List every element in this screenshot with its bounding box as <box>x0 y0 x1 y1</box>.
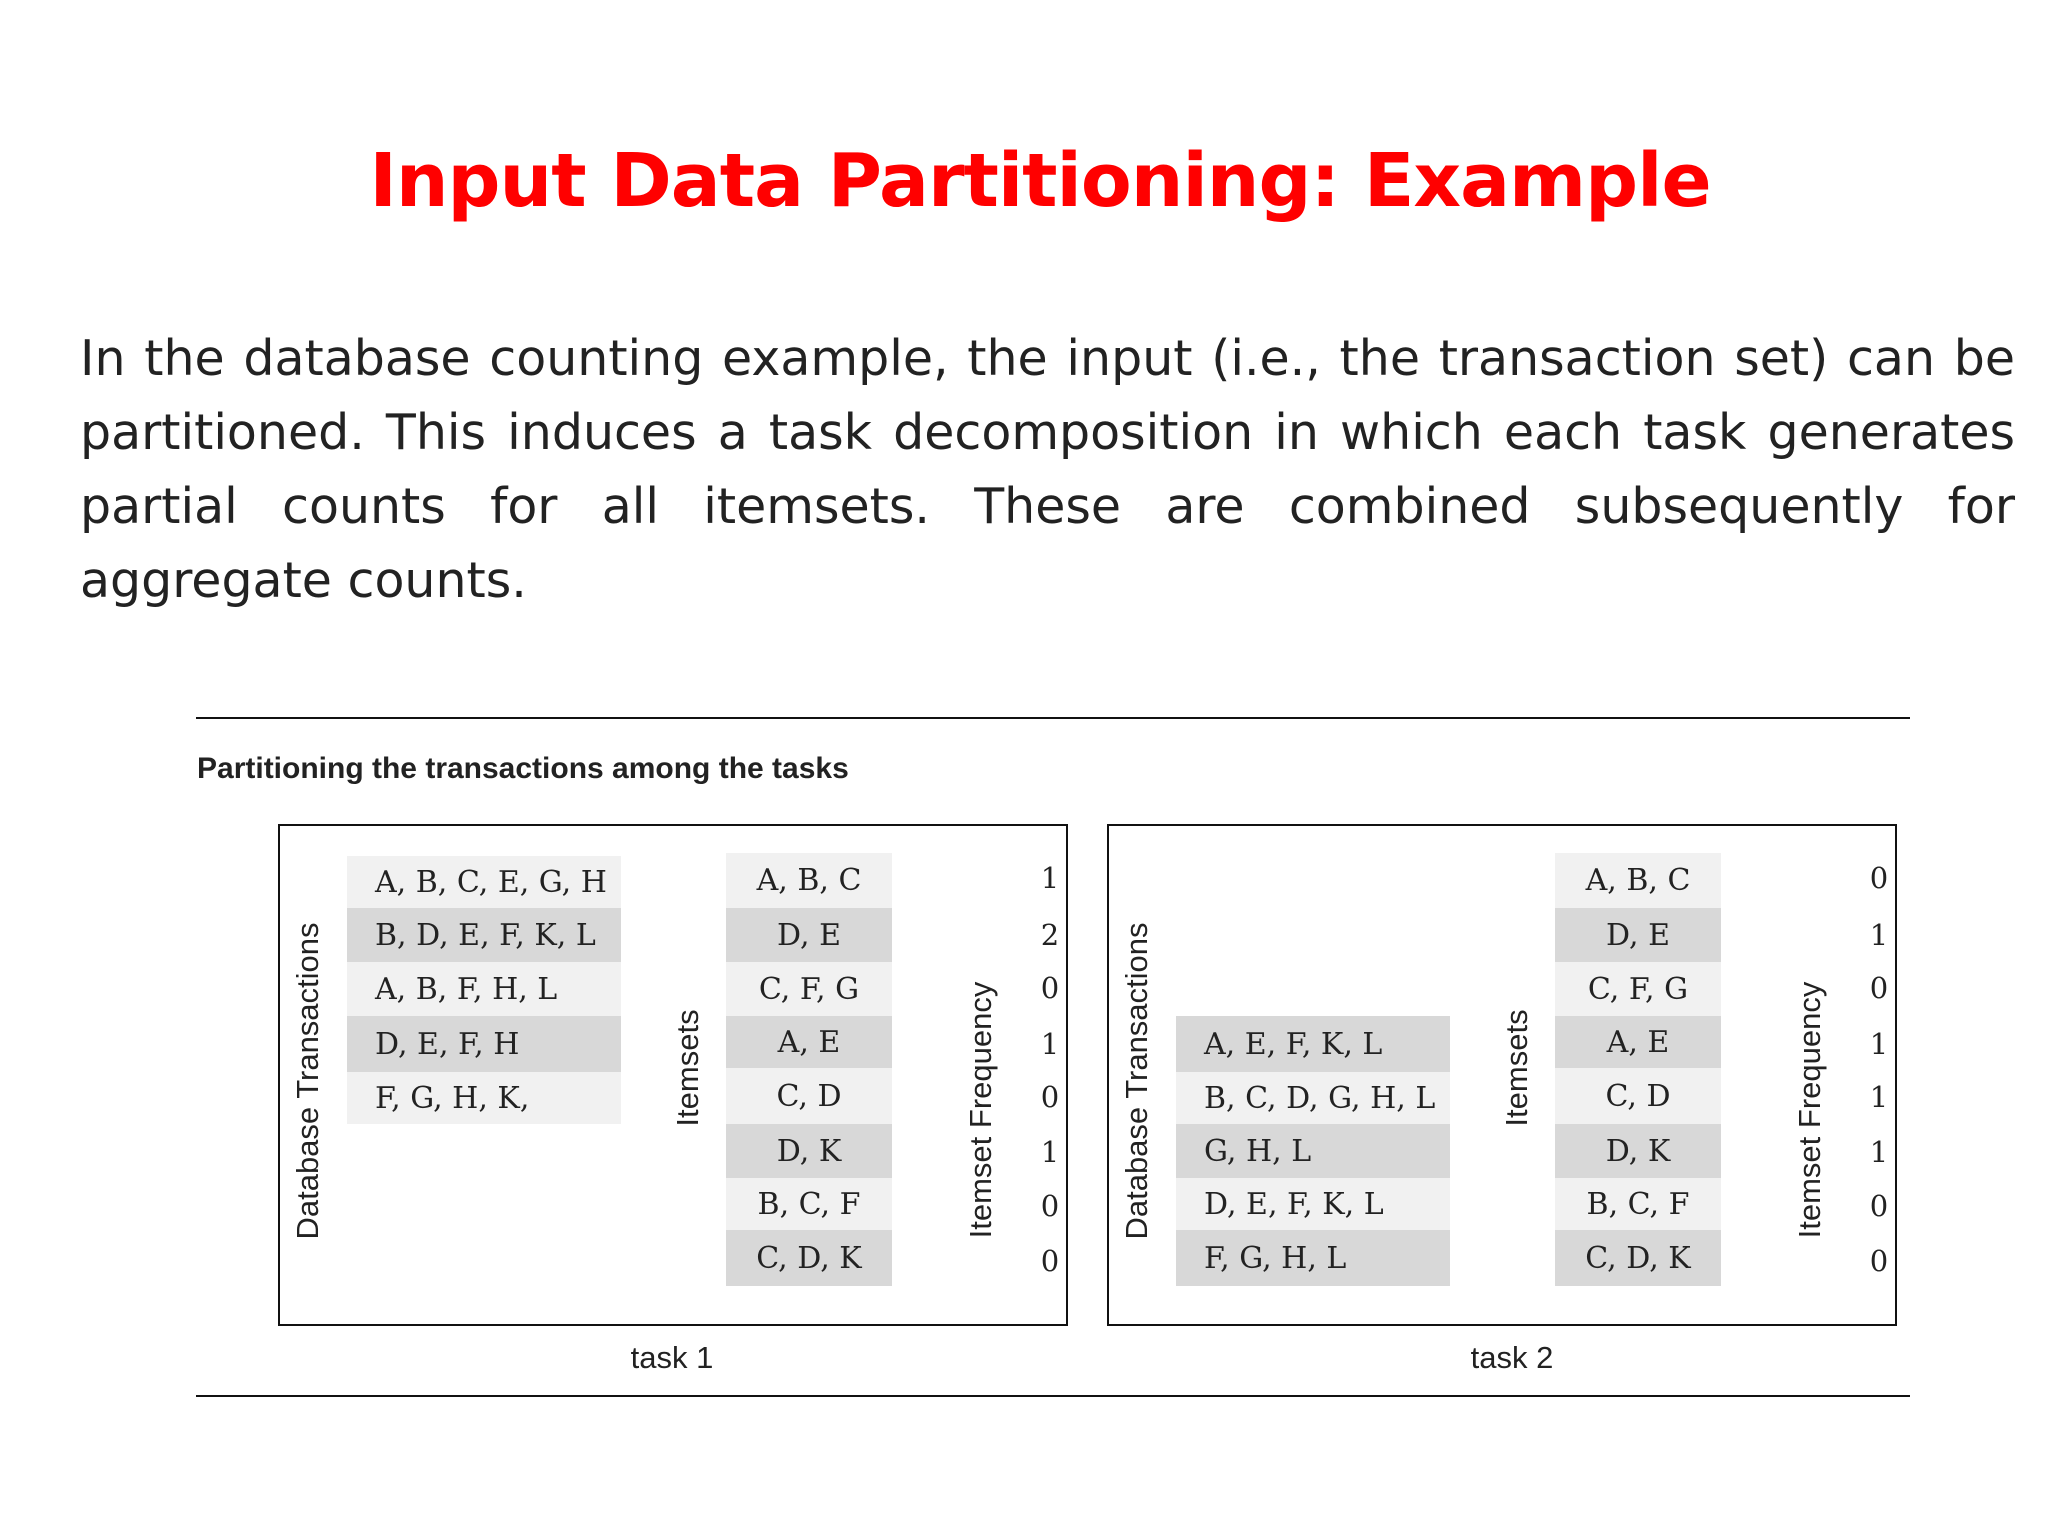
top-rule <box>196 717 1910 719</box>
task1-itemset-cell: D, E <box>726 908 892 962</box>
task2-transaction-row: G, H, L <box>1176 1124 1450 1178</box>
task1-frequency-axis-label: Itemset Frequency <box>963 981 998 1239</box>
task2-itemset-cell: D, K <box>1555 1124 1721 1178</box>
task2-frequency-value: 0 <box>1869 1189 1889 1223</box>
task2-transaction-row: A, E, F, K, L <box>1176 1016 1450 1072</box>
task1-frequency-value: 2 <box>1040 918 1060 952</box>
task1-frequency-value: 0 <box>1040 1244 1060 1278</box>
task1-itemset-cell: A, B, C <box>726 853 892 908</box>
task1-transaction-row: B, D, E, F, K, L <box>347 908 621 962</box>
task2-frequency-value: 1 <box>1869 918 1889 952</box>
task2-itemset-cell: A, E <box>1555 1016 1721 1068</box>
task2-frequency-value: 0 <box>1869 971 1889 1005</box>
task2-transaction-row: F, G, H, L <box>1176 1230 1450 1286</box>
task2-frequency-value: 0 <box>1869 1244 1889 1278</box>
task1-itemset-cell: A, E <box>726 1016 892 1068</box>
task1-frequency-value: 1 <box>1040 1135 1060 1169</box>
slide-body-text: In the database counting example, the input (i.e., the transaction set) can be partitioned. This induces a task decomposition in which each task generates partial counts for all itemsets. These are combined subsequently for aggregate counts. <box>80 330 2015 609</box>
task2-panel <box>1107 824 1897 1326</box>
task2-transaction-row: B, C, D, G, H, L <box>1176 1072 1450 1124</box>
task2-itemset-cell: C, D <box>1555 1068 1721 1124</box>
task2-transaction-row: D, E, F, K, L <box>1176 1178 1450 1230</box>
task2-itemset-cell: D, E <box>1555 908 1721 962</box>
task1-itemset-cell: D, K <box>726 1124 892 1178</box>
task2-frequency-value: 1 <box>1869 1135 1889 1169</box>
task2-frequency-value: 0 <box>1869 861 1889 895</box>
task2-itemset-cell: A, B, C <box>1555 853 1721 908</box>
task1-label: task 1 <box>630 1340 714 1375</box>
task1-itemset-cell: C, D <box>726 1068 892 1124</box>
task1-frequency-value: 1 <box>1040 861 1060 895</box>
task1-frequency-value: 0 <box>1040 971 1060 1005</box>
task1-transaction-row: A, B, F, H, L <box>347 962 621 1016</box>
task2-frequency-axis-label: Itemset Frequency <box>1792 981 1827 1239</box>
task1-itemsets-axis-label: Itemsets <box>670 1009 705 1127</box>
task1-itemset-cell: B, C, F <box>726 1178 892 1230</box>
task2-frequency-value: 1 <box>1869 1080 1889 1114</box>
task1-frequency-value: 0 <box>1040 1080 1060 1114</box>
task2-transactions-axis-label: Database Transactions <box>1119 922 1154 1240</box>
bottom-rule <box>196 1395 1910 1397</box>
task1-transaction-row: A, B, C, E, G, H <box>347 856 621 908</box>
task1-itemset-cell: C, D, K <box>726 1230 892 1286</box>
task2-frequency-value: 1 <box>1869 1027 1889 1061</box>
task1-transactions-axis-label: Database Transactions <box>290 922 325 1240</box>
figure-caption: Partitioning the transactions among the tasks <box>197 752 849 785</box>
task1-transaction-row: D, E, F, H <box>347 1016 621 1072</box>
task1-panel <box>278 824 1068 1326</box>
task2-itemsets-axis-label: Itemsets <box>1499 1009 1534 1127</box>
task1-itemset-cell: C, F, G <box>726 962 892 1016</box>
task1-frequency-value: 1 <box>1040 1027 1060 1061</box>
task2-itemset-cell: C, F, G <box>1555 962 1721 1016</box>
task2-itemset-cell: B, C, F <box>1555 1178 1721 1230</box>
task2-itemset-cell: C, D, K <box>1555 1230 1721 1286</box>
task1-transaction-row: F, G, H, K, <box>347 1072 621 1124</box>
slide-title: Input Data Partitioning: Example <box>369 138 1711 224</box>
task2-label: task 2 <box>1470 1340 1554 1375</box>
task1-frequency-value: 0 <box>1040 1189 1060 1223</box>
